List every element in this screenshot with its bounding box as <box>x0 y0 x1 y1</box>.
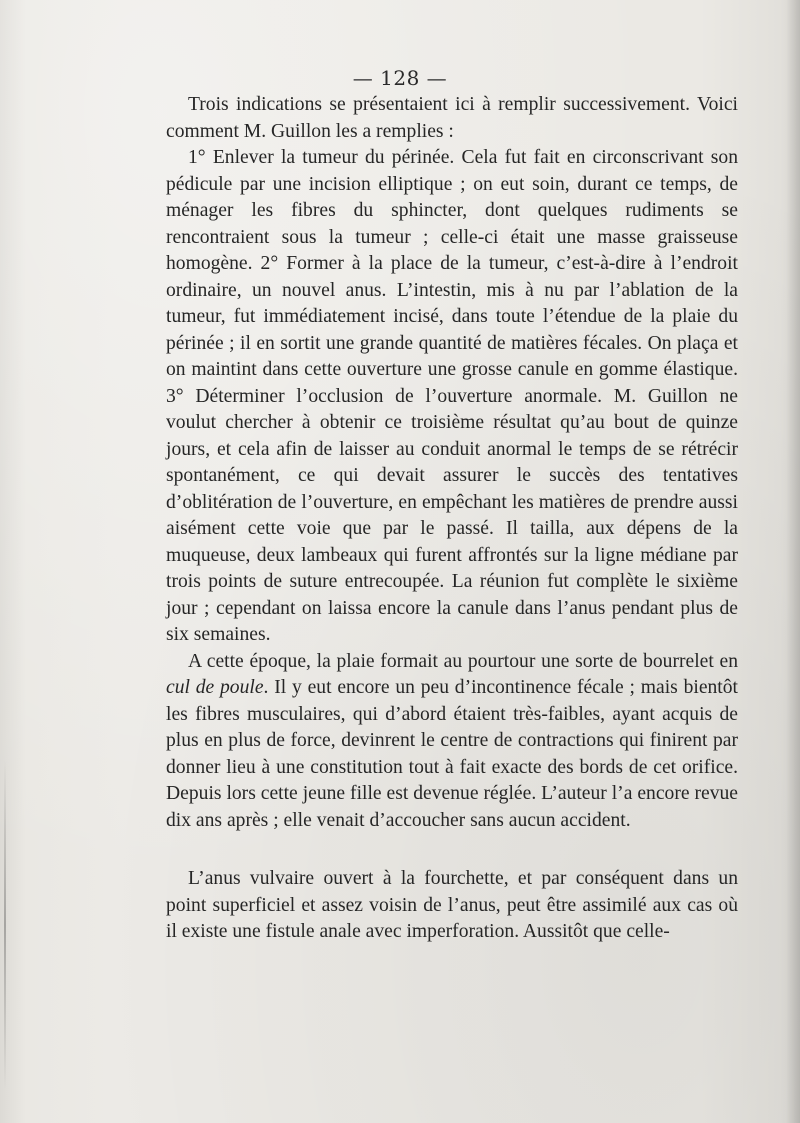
paragraph-procedure <box>166 145 738 649</box>
page-edge-shadow <box>786 0 800 1123</box>
paragraph-vulvar-anus <box>166 866 738 946</box>
paragraph-outcome <box>166 649 738 835</box>
section-gap <box>166 834 738 866</box>
paragraph-intro-text: Trois indications se présentaient ici à remplir successivement. Voici comment M. Guillon les a remplies : <box>166 94 738 142</box>
paragraph-outcome-text-end: . Il y eut encore un peu d’incontinence fécale ; mais bientôt les fibres musculaires, qui d’abord étaient très-faibles, ayant acquis de plus en plus de force, devinrent le centre de contractions qui finirent par donner lieu à une constitution tout à fait exacte des bords de cet orifice. Depuis lors cette jeune fille est devenue réglée. L’auteur l’a encore revue dix ans après ; elle venait d’accoucher sans aucun accident. <box>166 677 738 831</box>
binding-edge <box>4 760 6 1090</box>
page-number: — 128 — <box>352 66 448 90</box>
paragraph-outcome-text-start: A cette époque, la plaie formait au pourtour une sorte de bourrelet en <box>188 650 738 672</box>
paragraph-intro <box>166 92 738 145</box>
body-text <box>166 92 738 946</box>
paragraph-vulvar-anus-text: L’anus vulvaire ouvert à la fourchette, et par conséquent dans un point superficiel et assez voisin de l’anus, peut être assimilé aux cas où il existe une fistule anale avec imperforation. Aussitôt que celle- <box>166 868 738 942</box>
italic-term: cul de poule <box>166 677 264 698</box>
paragraph-procedure-text: 1° Enlever la tumeur du périnée. Cela fut fait en circonscrivant son pédicule par une incision elliptique ; on eut soin, durant ce temps, de ménager les fibres du sphincter, dont quelques rudiments se rencontraient sous la tumeur ; celle-ci était une masse graisseuse homogène. 2° Former à la place de la tumeur, c’est-à-dire à l’endroit ordinaire, un nouvel anus. L’intestin, mis à nu par l’ablation de la tumeur, fut immédiatement incisé, dans toute l’étendue de la plaie du périnée ; il en sortit une grande quantité de matières fécales. On plaça et on maintint dans cette ouverture une grosse canule en gomme élastique. 3° Déterminer l’occlusion de l’ouverture anormale. M. Guillon ne voulut chercher à obtenir ce troisième résultat qu’au bout de quinze jours, et cela afin de laisser au conduit anormal le temps de se rétrécir spontanément, ce qui devait assurer le succès des tentatives d’oblitération de l’ouverture, en empêchant les matières de prendre aussi aisément cette voie que par le passé. Il tailla, aux dépens de la muqueuse, deux lambeaux qui furent affrontés sur la ligne médiane par trois points de suture entrecoupée. La réunion fut complète le sixième jour ; cependant on laissa encore la canule dans l’anus pendant plus de six semaines. <box>166 147 738 645</box>
